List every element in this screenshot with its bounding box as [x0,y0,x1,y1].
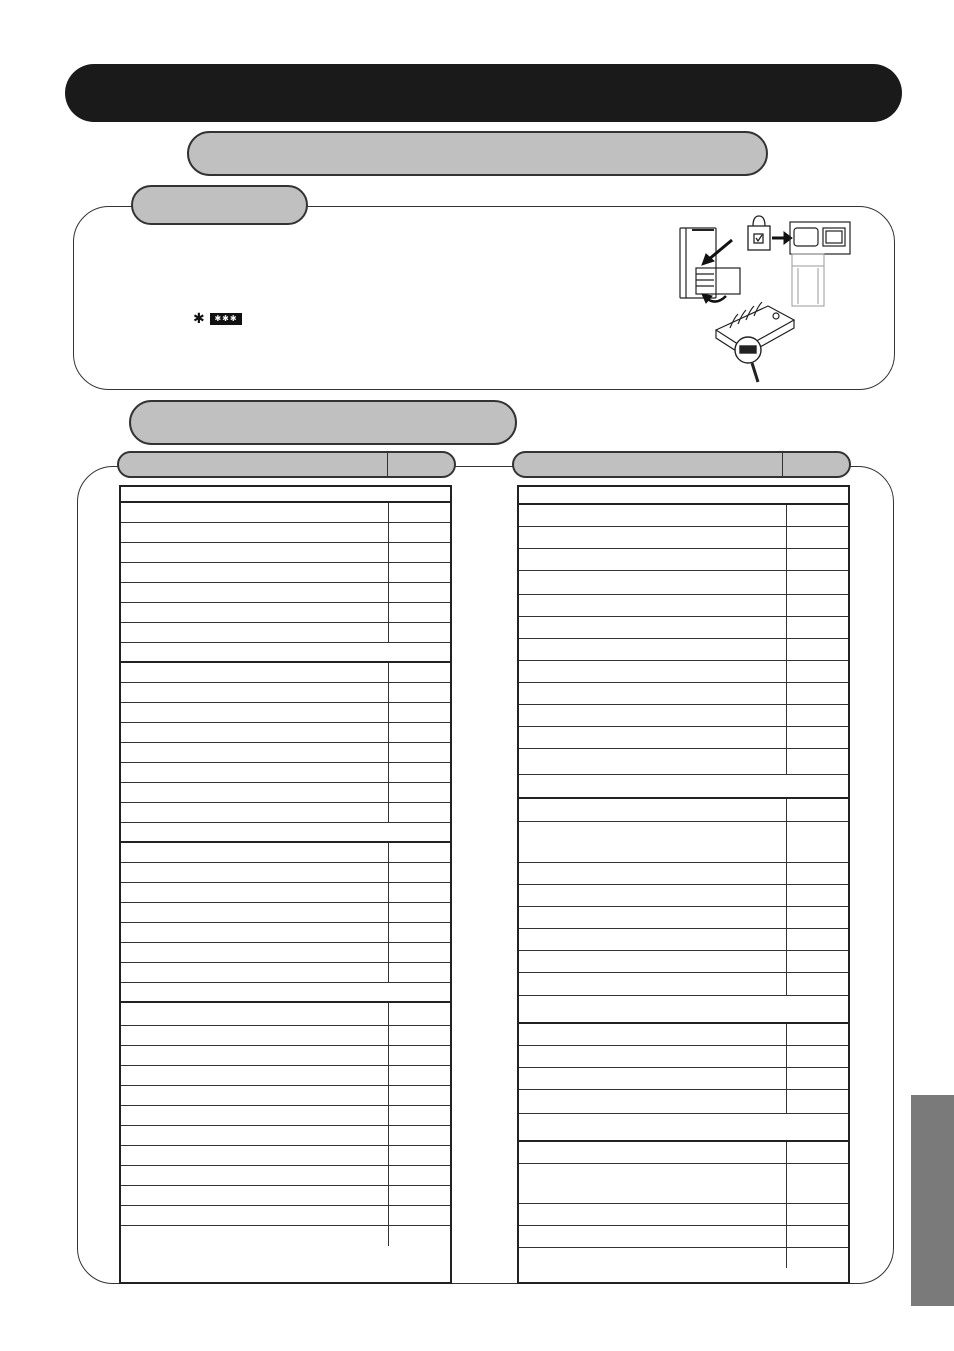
table-row [121,803,450,823]
table-row [519,549,848,571]
table-row [121,1126,450,1146]
table-row [121,783,450,803]
table-row [121,883,450,903]
row-divider [786,749,787,775]
table-row [519,527,848,549]
table-row [121,1146,450,1166]
category-header-row [519,1114,848,1142]
right-column-header [512,451,851,478]
table-row [519,951,848,973]
table-row [121,683,450,703]
table-row [519,885,848,907]
table-row [121,523,450,543]
row-divider [786,527,787,549]
table-row [519,822,848,863]
row-divider [786,885,787,907]
row-divider [388,523,389,543]
right-storage-table [517,485,850,1284]
table-row [519,571,848,595]
row-divider [388,783,389,803]
table-row [121,623,450,643]
table-row [519,661,848,683]
row-divider [388,583,389,603]
table-row [519,1142,848,1164]
column-divider [782,453,783,476]
table-row [121,1003,450,1026]
table-row [519,639,848,661]
category-header-row [519,487,848,505]
table-row [519,1068,848,1090]
table-row [121,723,450,743]
table-row [121,563,450,583]
row-divider [388,1226,389,1246]
column-divider [387,453,388,476]
row-divider [786,639,787,661]
row-divider [786,907,787,929]
row-divider [786,929,787,951]
table-row [519,505,848,527]
row-divider [786,1068,787,1090]
table-row [519,705,848,727]
table-row [519,907,848,929]
magnifier-icon [735,337,761,382]
row-divider [786,1164,787,1204]
row-divider [388,1026,389,1046]
table-row [519,683,848,705]
row-divider [388,1106,389,1126]
row-divider [786,617,787,639]
row-divider [786,973,787,996]
row-divider [786,661,787,683]
left-storage-table [119,485,452,1284]
row-divider [388,963,389,983]
table-row [121,1046,450,1066]
category-header-row [121,983,450,1003]
table-row [121,583,450,603]
table-row [519,1248,848,1268]
row-divider [786,571,787,595]
row-divider [786,822,787,863]
table-row [519,1164,848,1204]
row-divider [786,683,787,705]
table-row [121,503,450,523]
table-row [121,903,450,923]
table-row [121,543,450,563]
row-divider [786,1226,787,1248]
category-header-row [121,487,450,503]
table-row [121,1106,450,1126]
section-bar [129,400,517,445]
category-header-row [121,823,450,843]
category-header-row [519,996,848,1024]
row-divider [388,923,389,943]
row-divider [388,763,389,783]
table-row [121,1166,450,1186]
table-row [519,1204,848,1226]
shopping-bag-icon [748,216,770,250]
row-divider [786,1142,787,1164]
row-divider [786,951,787,973]
table-row [519,617,848,639]
row-divider [388,1003,389,1026]
row-divider [786,1248,787,1268]
table-row [519,973,848,996]
table-row [121,603,450,623]
table-row [121,943,450,963]
row-divider [786,1204,787,1226]
row-divider [388,1186,389,1206]
table-row [519,1046,848,1068]
left-column-header [117,451,456,478]
table-row [519,863,848,885]
row-divider [388,863,389,883]
row-divider [388,1086,389,1106]
table-row [519,799,848,822]
row-divider [388,623,389,643]
row-divider [388,663,389,683]
table-row [121,863,450,883]
fridge-icon [792,254,824,306]
three-star-rating-icon: ✱✱✱ [210,313,242,325]
row-divider [388,1066,389,1086]
row-divider [786,1090,787,1114]
table-row [121,1206,450,1226]
row-divider [786,863,787,885]
arrow-right-icon [772,232,792,244]
category-header-row [519,775,848,799]
fridge-freezer-icon [680,228,740,298]
row-divider [388,743,389,763]
row-divider [786,705,787,727]
row-divider [388,503,389,523]
row-divider [388,1146,389,1166]
row-divider [786,595,787,617]
row-divider [786,727,787,749]
row-divider [388,903,389,923]
row-divider [388,943,389,963]
category-header-row [121,643,450,663]
table-row [121,703,450,723]
table-row [519,929,848,951]
table-row [121,923,450,943]
row-divider [388,1046,389,1066]
table-row [121,1226,450,1246]
subtitle-bar [187,131,768,176]
table-row [121,743,450,763]
table-row [519,1024,848,1046]
row-divider [786,1046,787,1068]
info-tab [131,185,308,225]
table-row [121,663,450,683]
microwave-icon [790,222,850,254]
row-divider [388,843,389,863]
row-divider [786,549,787,571]
row-divider [388,1126,389,1146]
freezer-illustration [668,210,868,385]
table-row [121,963,450,983]
row-divider [388,683,389,703]
table-row [121,843,450,863]
side-tab [911,1095,954,1306]
table-row [121,1066,450,1086]
table-row [519,749,848,775]
table-row [121,1186,450,1206]
row-divider [388,803,389,823]
row-divider [786,505,787,527]
table-row [121,1086,450,1106]
table-row [519,1226,848,1248]
row-divider [388,1166,389,1186]
table-row [121,1026,450,1046]
row-divider [786,799,787,822]
row-divider [388,1206,389,1226]
table-row [519,595,848,617]
row-divider [786,1024,787,1046]
row-divider [388,543,389,563]
row-divider [388,563,389,583]
row-divider [388,723,389,743]
row-divider [388,703,389,723]
table-row [519,727,848,749]
table-row [121,763,450,783]
row-divider [388,603,389,623]
table-row [519,1090,848,1114]
star-icon: ✱ [193,310,205,326]
row-divider [388,883,389,903]
title-bar [65,64,902,122]
